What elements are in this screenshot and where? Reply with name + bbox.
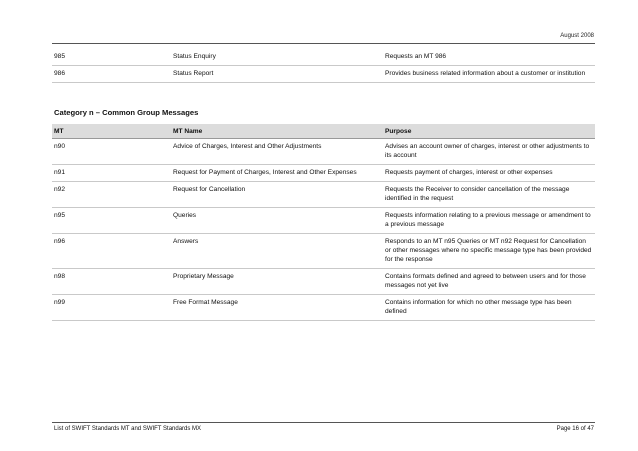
purpose-cell: Advises an account owner of charges, interest or other adjustments to its account [383,139,595,165]
footer-page-number: Page 16 of 47 [556,426,594,432]
mt-name-cell: Advice of Charges, Interest and Other Adjustments [171,139,383,165]
mt-name-cell: Answers [171,234,383,269]
column-header-mt: MT [52,124,171,139]
mt-cell: n95 [52,208,171,234]
category-n-table [52,124,595,321]
column-header-purpose: Purpose [383,124,595,139]
mt-cell: 985 [52,49,171,66]
table-row [52,182,595,208]
table-row [52,269,595,295]
table-row [52,165,595,182]
mt-cell: n99 [52,295,171,321]
purpose-cell: Contains formats defined and agreed to between users and for those messages not yet live [383,269,595,295]
purpose-cell: Requests payment of charges, interest or other expenses [383,165,595,182]
purpose-cell: Requests information relating to a previous message or amendment to a previous message [383,208,595,234]
mt-cell: n96 [52,234,171,269]
table-header-row [52,124,595,139]
purpose-cell: Contains information for which no other message type has been defined [383,295,595,321]
footer-rule [52,422,595,423]
mt-name-cell: Queries [171,208,383,234]
purpose-cell: Requests an MT 986 [383,49,595,66]
table-row [52,49,595,66]
mt-cell: n98 [52,269,171,295]
table-row [52,66,595,83]
mt-name-cell: Status Report [171,66,383,83]
table-row [52,139,595,165]
purpose-cell: Responds to an MT n95 Queries or MT n92 Request for Cancellation or other messages where no specific message type has been provided for the response [383,234,595,269]
mt-cell: n91 [52,165,171,182]
mt-name-cell: Request for Cancellation [171,182,383,208]
page-date: August 2008 [560,33,594,39]
mt-name-cell: Request for Payment of Charges, Interest and Other Expenses [171,165,383,182]
column-header-mt-name: MT Name [171,124,383,139]
mt-cell: 986 [52,66,171,83]
header-rule [52,43,595,44]
table-row [52,295,595,321]
mt-cell: n92 [52,182,171,208]
mt-name-cell: Status Enquiry [171,49,383,66]
footer-document-title: List of SWIFT Standards MT and SWIFT Standards MX [54,426,202,432]
purpose-cell: Provides business related information about a customer or institution [383,66,595,83]
table-row [52,234,595,269]
mt-name-cell: Proprietary Message [171,269,383,295]
table-row [52,208,595,234]
purpose-cell: Requests the Receiver to consider cancellation of the message identified in the request [383,182,595,208]
top-message-table [52,49,595,83]
category-title: Category n – Common Group Messages [54,108,199,117]
mt-cell: n90 [52,139,171,165]
mt-name-cell: Free Format Message [171,295,383,321]
